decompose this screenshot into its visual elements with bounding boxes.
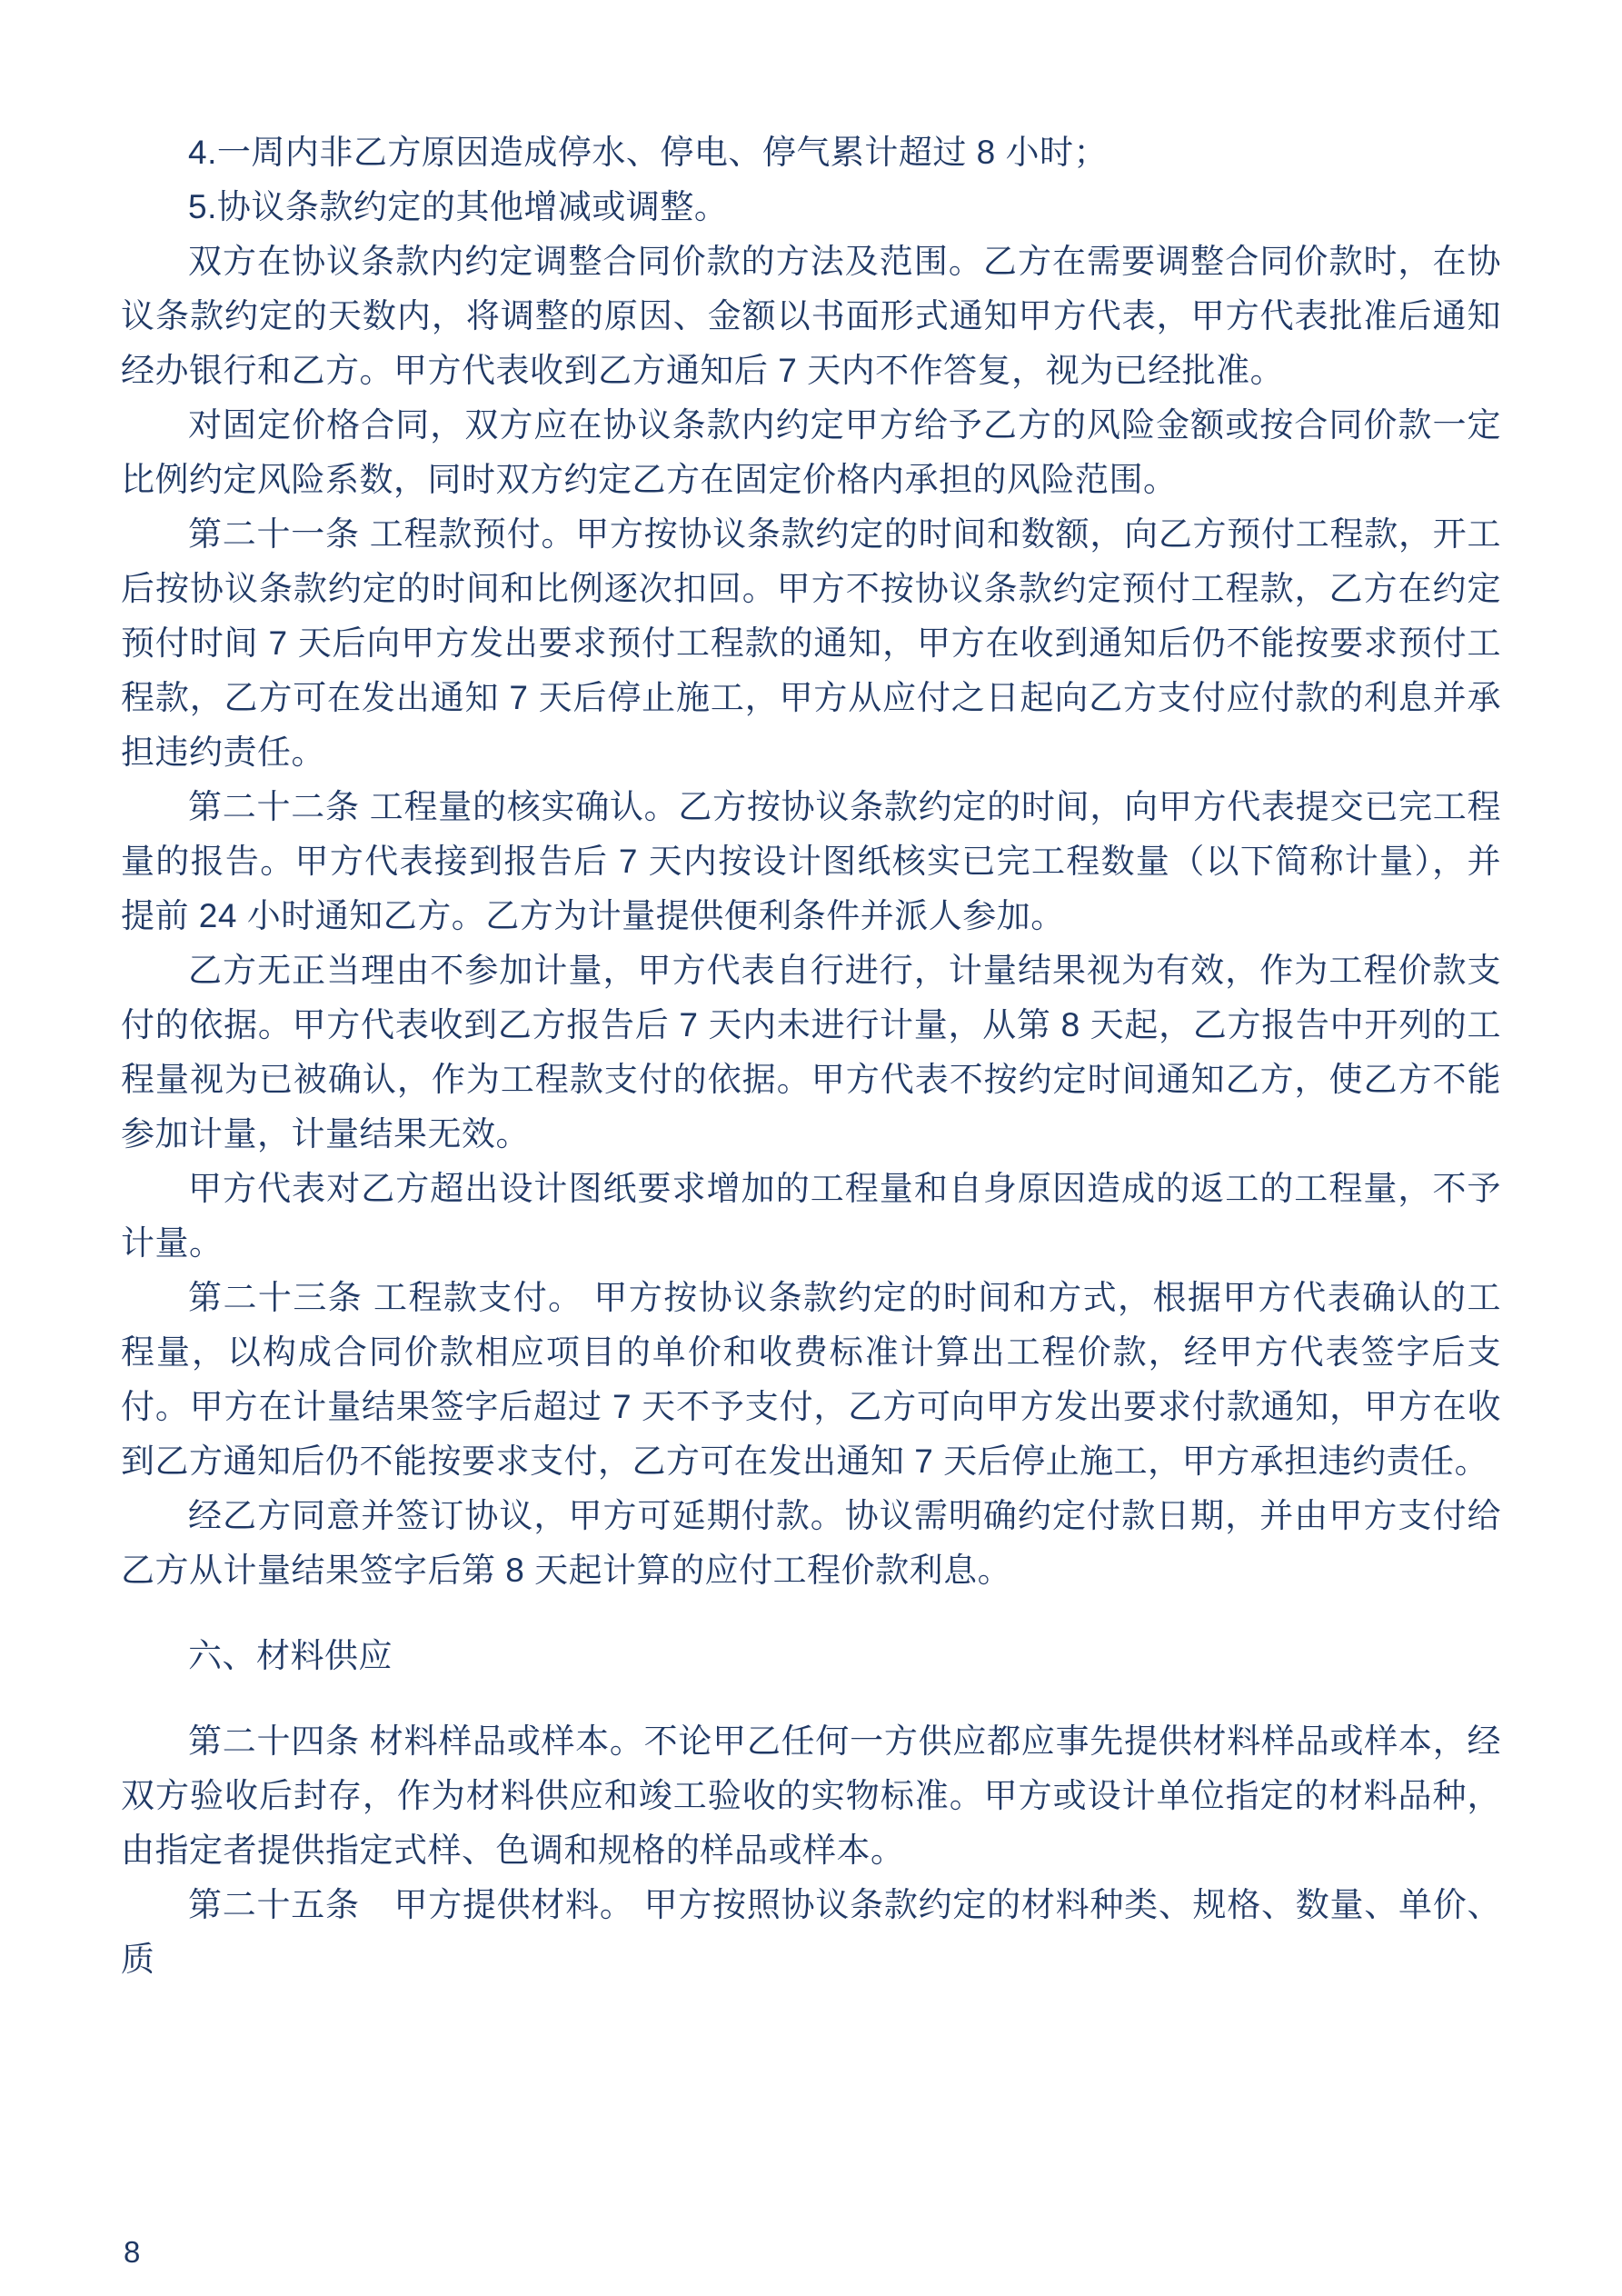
paragraph: 双方在协议条款内约定调整合同价款的方法及范围。乙方在需要调整合同价款时，在协议条款约定的天数内，将调整的原因、金额以书面形式通知甲方代表，甲方代表批准后通知经办银行和乙方。甲方代表收到乙方通知后 7 天内不作答复，视为已经批准。 bbox=[121, 243, 1501, 389]
paragraph: 经乙方同意并签订协议，甲方可延期付款。协议需明确约定付款日期，并由甲方支付给乙方从计量结果签字后第 8 天起计算的应付工程价款利息。 bbox=[121, 1497, 1501, 1589]
paragraph: 乙方无正当理由不参加计量，甲方代表自行进行，计量结果视为有效，作为工程价款支付的依据。甲方代表收到乙方报告后 7 天内未进行计量，从第 8 天起，乙方报告中开列的工程量视为已被确认，作为工程款支付的依据。甲方代表不按约定时间通知乙方，使乙方不能参加计量，计量结果无效。 bbox=[121, 952, 1501, 1153]
paragraph: 第二十五条 甲方提供材料。 甲方按照协议条款约定的材料种类、规格、数量、单价、质 bbox=[121, 1886, 1501, 1978]
paragraph: 第二十二条 工程量的核实确认。乙方按协议条款约定的时间，向甲方代表提交已完工程量的报告。甲方代表接到报告后 7 天内按设计图纸核实已完工程数量（以下简称计量），并提前 24 小时通知乙方。乙方为计量提供便利条件并派人参加。 bbox=[121, 788, 1501, 934]
paragraph: 第二十四条 材料样品或样本。不论甲乙任何一方供应都应事先提供材料样品或样本，经双方验收后封存，作为材料供应和竣工验收的实物标准。甲方或设计单位指定的材料品种，由指定者提供指定式样、色调和规格的样品或样本。 bbox=[121, 1722, 1501, 1869]
document-content bbox=[121, 125, 1501, 1987]
section-heading: 六、材料供应 bbox=[188, 1637, 393, 1674]
paragraph: 对固定价格合同，双方应在协议条款内约定甲方给予乙方的风险金额或按合同价款一定比例约定风险系数，同时双方约定乙方在固定价格内承担的风险范围。 bbox=[121, 406, 1501, 498]
page-number: 8 bbox=[124, 2235, 141, 2269]
paragraph: 第二十三条 工程款支付。 甲方按协议条款约定的时间和方式，根据甲方代表确认的工程量，以构成合同价款相应项目的单价和收费标准计算出工程价款，经甲方代表签字后支付。甲方在计量结果签字后超过 7 天不予支付，乙方可向甲方发出要求付款通知，甲方在收到乙方通知后仍不能按要求支付，乙方可在发出通知 7 天后停止施工，甲方承担违约责任。 bbox=[121, 1279, 1501, 1480]
paragraph: 甲方代表对乙方超出设计图纸要求增加的工程量和自身原因造成的返工的工程量，不予计量。 bbox=[121, 1170, 1501, 1262]
paragraph: 5.协议条款约定的其他增减或调整。 bbox=[188, 188, 729, 225]
paragraph: 4.一周内非乙方原因造成停水、停电、停气累计超过 8 小时； bbox=[188, 134, 1108, 171]
paragraph: 第二十一条 工程款预付。甲方按协议条款约定的时间和数额，向乙方预付工程款，开工后按协议条款约定的时间和比例逐次扣回。甲方不按协议条款约定预付工程款，乙方在约定预付时间 7 天后向甲方发出要求预付工程款的通知，甲方在收到通知后仍不能按要求预付工程款，乙方可在发出通知 7 天后停止施工，甲方从应付之日起向乙方支付应付款的利息并承担违约责任。 bbox=[121, 515, 1501, 771]
